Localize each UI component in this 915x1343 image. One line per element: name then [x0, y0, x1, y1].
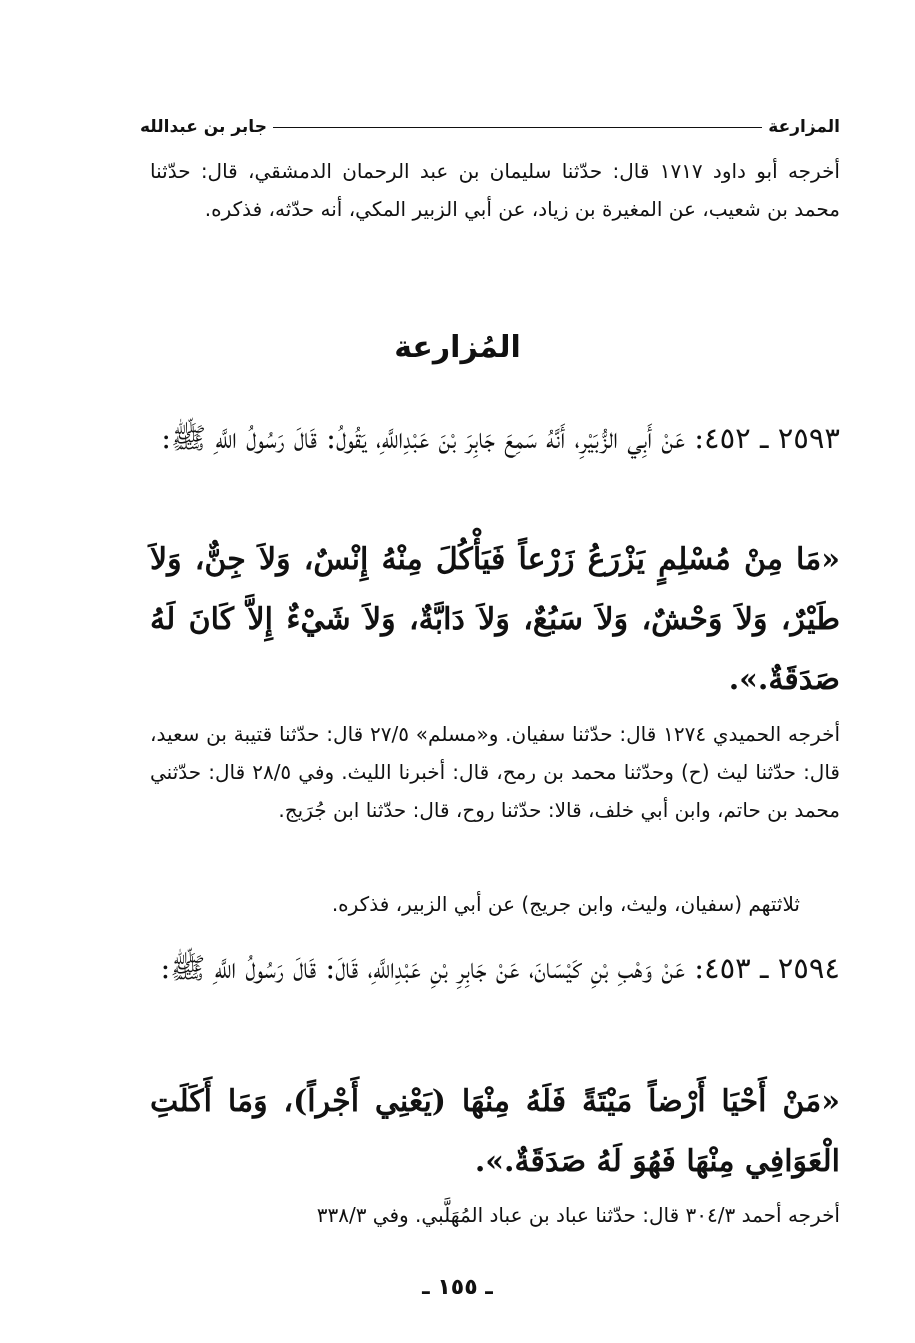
intro-note: أخرجه أبو داود ١٧١٧ قال: حدّثنا سليمان بن عبد الرحمان الدمشقي، قال: حدّثنا محمد بن شعيب، عن المغيرة بن زياد، عن أبي الزبير المكي، أنه حدّثه، فذكره.: [150, 159, 840, 221]
hadith-1-text: «مَا مِنْ مُسْلِمٍ يَزْرَعُ زَرْعاً فَيَأْكُلَ مِنْهُ إِنْسٌ، وَلاَ جِنٌّ، وَلاَ طَيْرٌ، وَلاَ وَحْشٌ، وَلاَ سَبُعٌ، وَلاَ دَابَّةٌ، وَلاَ شَيْءٌ إِلاَّ كَانَ لَهُ صَدَقَةٌ.».: [150, 542, 841, 697]
running-header: [140, 112, 840, 142]
header-narrator-name: جابر بن عبدالله: [140, 117, 267, 137]
header-chapter-title: المزارعة: [768, 117, 840, 137]
hadith-2-heading: ٢٥٩٤ ـ ٤٥٣: عَنْ وَهْبِ بْنِ كَيْسَانَ، عَنْ جَابِرِ بْنِ عَبْدِاللَّهِ، قَالَ: قَالَ رَسُولُ اللَّهِ ﷺ:: [160, 951, 840, 985]
header-rule: [273, 127, 762, 128]
section-title: المُزارعة: [394, 330, 521, 365]
hadith-1-note: أخرجه الحميدي ١٢٧٤ قال: حدّثنا سفيان. و«مسلم» ٢٧/٥ قال: حدّثنا قتيبة بن سعيد، قال: حدّثنا ليث (ح) وحدّثنا محمد بن رمح، قال: أخبرنا الليث. وفي ٢٨/٥ قال: حدّثني محمد بن حاتم، وابن أبي خلف، قالا: حدّثنا روح، قال: حدّثنا ابن جُرَيج.: [150, 722, 840, 822]
hadith-1-summary-text: ثلاثتهم (سفيان، وليث، وابن جريج) عن أبي الزبير، فذكره.: [331, 892, 800, 916]
page-number: ـ ١٥٥ ـ: [422, 1275, 493, 1300]
hadith-1-heading: ٢٥٩٣ ـ ٤٥٢: عَنْ أَبِي الزُّبَيْرِ، أَنَّهُ سَمِعَ جَابِرَ بْنَ عَبْدِاللَّهِ، يَقُولُ: قَالَ رَسُولُ اللَّهِ ﷺ:: [161, 421, 840, 455]
hadith-1-note-summary: [150, 885, 840, 923]
hadith-2-note: أخرجه أحمد ٣٠٤/٣ قال: حدّثنا عباد بن عباد المُهَلَّبي. وفي ٣٣٨/٣: [316, 1203, 840, 1227]
hadith-2-text: «مَنْ أَحْيَا أَرْضاً مَيْتَةً فَلَهُ مِنْهَا (يَعْنِي أَجْراً)، وَمَا أَكَلَتِ الْعَوَافِي مِنْهَا فَهُوَ لَهُ صَدَقَةٌ.».: [150, 1084, 840, 1179]
